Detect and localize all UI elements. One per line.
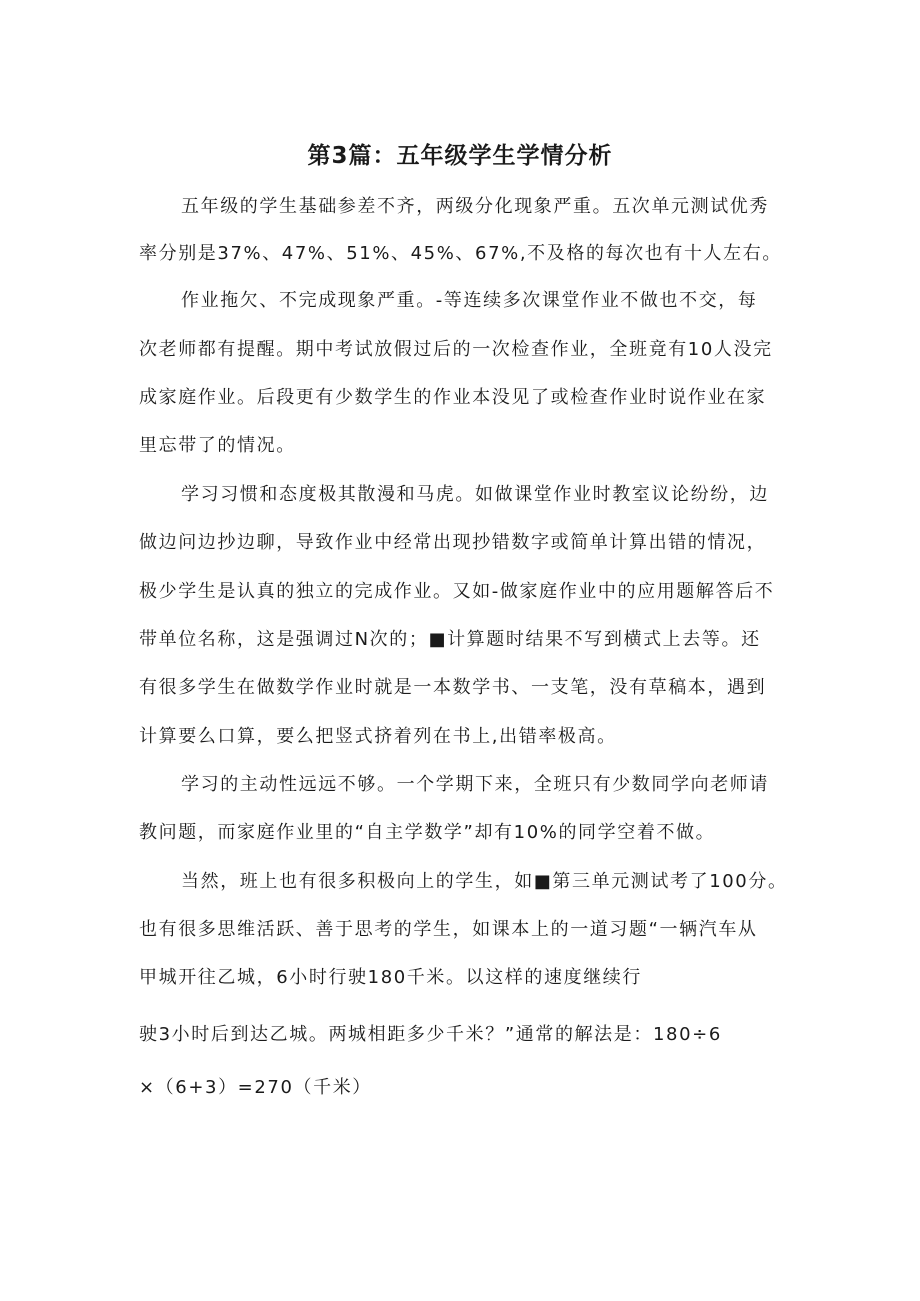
paragraph-1-line-1: 五年级的学生基础参差不齐，两级分化现象严重。五次单元测试优秀 [181,196,769,217]
paragraph-3-line-5: 有很多学生在做数学作业时就是一本数学书、一支笔，没有草稿本，遇到 [139,677,767,698]
paragraph-3-line-6: 计算要么口算，要么把竖式挤着列在书上,出错率极高。 [139,726,617,747]
paragraph-5-line-3: 甲城开往乙城，6小时行驶180千米。以这样的速度继续行 [139,967,643,988]
paragraph-2-line-4: 里忘带了的情况。 [139,435,296,456]
paragraph-2-line-3: 成家庭作业。后段更有少数学生的作业本没见了或检查作业时说作业在家 [139,387,767,408]
paragraph-5-line-2: 也有很多思维活跃、善于思考的学生，如课本上的一道习题“一辆汽车从 [139,919,758,940]
paragraph-3-line-4: 带单位名称，这是强调过N次的；■计算题时结果不写到横式上去等。还 [139,629,761,650]
paragraph-4-line-2: 教问题，而家庭作业里的“自主学数学”却有10%的同学空着不做。 [139,822,716,843]
page-title: 第3篇：五年级学生学情分析 [307,143,613,169]
paragraph-2-line-1: 作业拖欠、不完成现象严重。-等连续多次课堂作业不做也不交，每 [181,290,758,311]
paragraph-3-line-1: 学习习惯和态度极其散漫和马虎。如做课堂作业时教室议论纷纷，边 [181,484,769,505]
paragraph-5-line-4: 驶3小时后到达乙城。两城相距多少千米？”通常的解法是：180÷6 [139,1024,722,1045]
paragraph-2-line-2: 次老师都有提醒。期中考试放假过后的一次检查作业，全班竟有10人没完 [139,339,773,360]
paragraph-3-line-3: 极少学生是认真的独立的完成作业。又如-做家庭作业中的应用题解答后不 [139,581,775,602]
paragraph-1-line-2: 率分别是37%、47%、51%、45%、67%,不及格的每次也有十人左右。 [139,243,782,264]
paragraph-3-line-2: 做边问边抄边聊，导致作业中经常出现抄错数字或简单计算出错的情况， [139,532,767,553]
paragraph-4-line-1: 学习的主动性远远不够。一个学期下来，全班只有少数同学向老师请 [181,774,769,795]
paragraph-5-line-5: ×（6+3）=270（千米） [139,1077,372,1098]
paragraph-5-line-1: 当然，班上也有很多积极向上的学生，如■第三单元测试考了100分。 [181,871,788,892]
